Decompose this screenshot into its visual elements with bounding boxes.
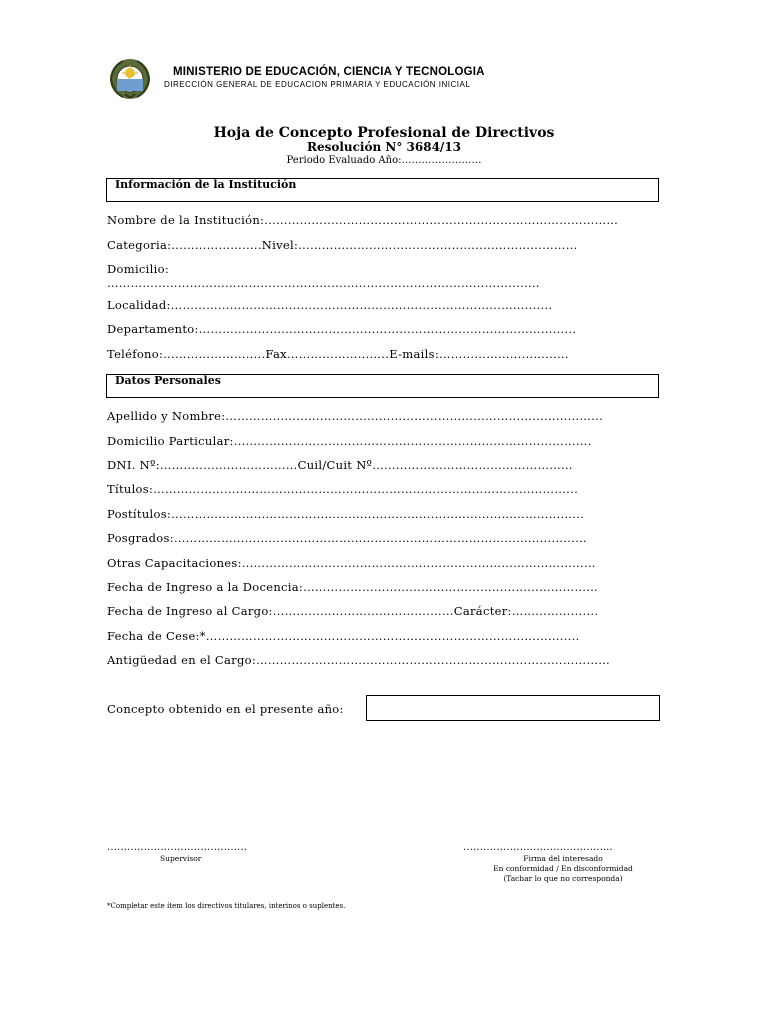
postgraduate-degrees-field[interactable]: Posgrados:……………………………………………………………………………………………: [107, 531, 587, 545]
ministry-name: MINISTERIO DE EDUCACIÓN, CIENCIA Y TECNOLOGIA: [173, 66, 485, 78]
department-field[interactable]: Departamento:…………………………………………………………………………………...: [107, 322, 577, 336]
supervisor-label: Supervisor: [160, 854, 202, 863]
teaching-start-date-field[interactable]: Fecha de Ingreso a la Docencia:…………………………………………………………………: [107, 580, 599, 594]
personal-section-box: [106, 374, 659, 398]
full-name-field[interactable]: Apellido y Nombre:…………………………………………………………………………………...: [107, 409, 604, 423]
category-level-field[interactable]: Categoria:…………………..Nivel:………………………………………..……………………: [107, 238, 578, 252]
resolution-number: Resolución N° 3684/13: [306, 140, 462, 154]
institution-section-box: [106, 178, 659, 202]
supervisor-signature-line[interactable]: ……………………………………: [107, 842, 247, 853]
footnote: *Completar este ítem los directivos titulares, interinos o suplentes.: [107, 902, 346, 910]
conformity-instruction: (Tachar lo que no corresponda): [503, 874, 623, 883]
concept-label: Concepto obtenido en el presente año:: [107, 702, 344, 716]
institution-section-title: Información de la Institución: [115, 178, 297, 191]
dni-cuil-field[interactable]: DNI. Nº:……..………………………Cuil/Cuit Nº……………………………………………: [107, 458, 573, 472]
position-start-date-field[interactable]: Fecha de Ingreso al Cargo:...……………………………….……Carácter:………………....: [107, 604, 599, 618]
postgraduate-titles-field[interactable]: Postítulos:…………………………………………………………………………………………...: [107, 507, 585, 521]
interested-signature-label: Firma del interesado: [523, 854, 603, 863]
evaluated-period: Periodo Evaluado Año:……………………: [286, 155, 482, 166]
document-title: Hoja de Concepto Profesional de Directivos: [213, 125, 555, 141]
seniority-field[interactable]: Antigüedad en el Cargo:………………………………………………………………………………: [107, 653, 611, 667]
other-training-field[interactable]: Otras Capacitaciones:………………………………………………………………………………: [107, 556, 596, 570]
titles-field[interactable]: Títulos:……………………………………………………………………………………………...: [107, 482, 579, 496]
provincial-seal-icon: [107, 56, 153, 102]
address-field[interactable]: …………………………………………………………………………………………........: [107, 276, 540, 290]
concept-input-box[interactable]: [366, 695, 660, 721]
address-label: Domicilio:: [107, 262, 169, 276]
institution-name-field[interactable]: Nombre de la Institución:………………………………………………………………………………: [107, 213, 619, 227]
termination-date-field[interactable]: Fecha de Cese:*……………………………………………………………………………….....: [107, 629, 580, 643]
interested-signature-line[interactable]: ……………………………………...: [463, 842, 613, 853]
direction-name: DIRECCIÓN GENERAL DE EDUCACION PRIMARIA Y EDUCACIÓN INICIAL: [164, 80, 471, 89]
conformity-options: En conformidad / En disconformidad: [493, 864, 633, 873]
personal-section-title: Datos Personales: [115, 374, 221, 387]
locality-field[interactable]: Localidad:……………………………………………………………………………….......: [107, 298, 553, 312]
home-address-field[interactable]: Domicilio Particular:……………………………………………………………………………….: [107, 434, 592, 448]
phone-fax-email-field[interactable]: Teléfono:……………………..Fax……………………..E-mails:……………………………: [107, 347, 569, 361]
